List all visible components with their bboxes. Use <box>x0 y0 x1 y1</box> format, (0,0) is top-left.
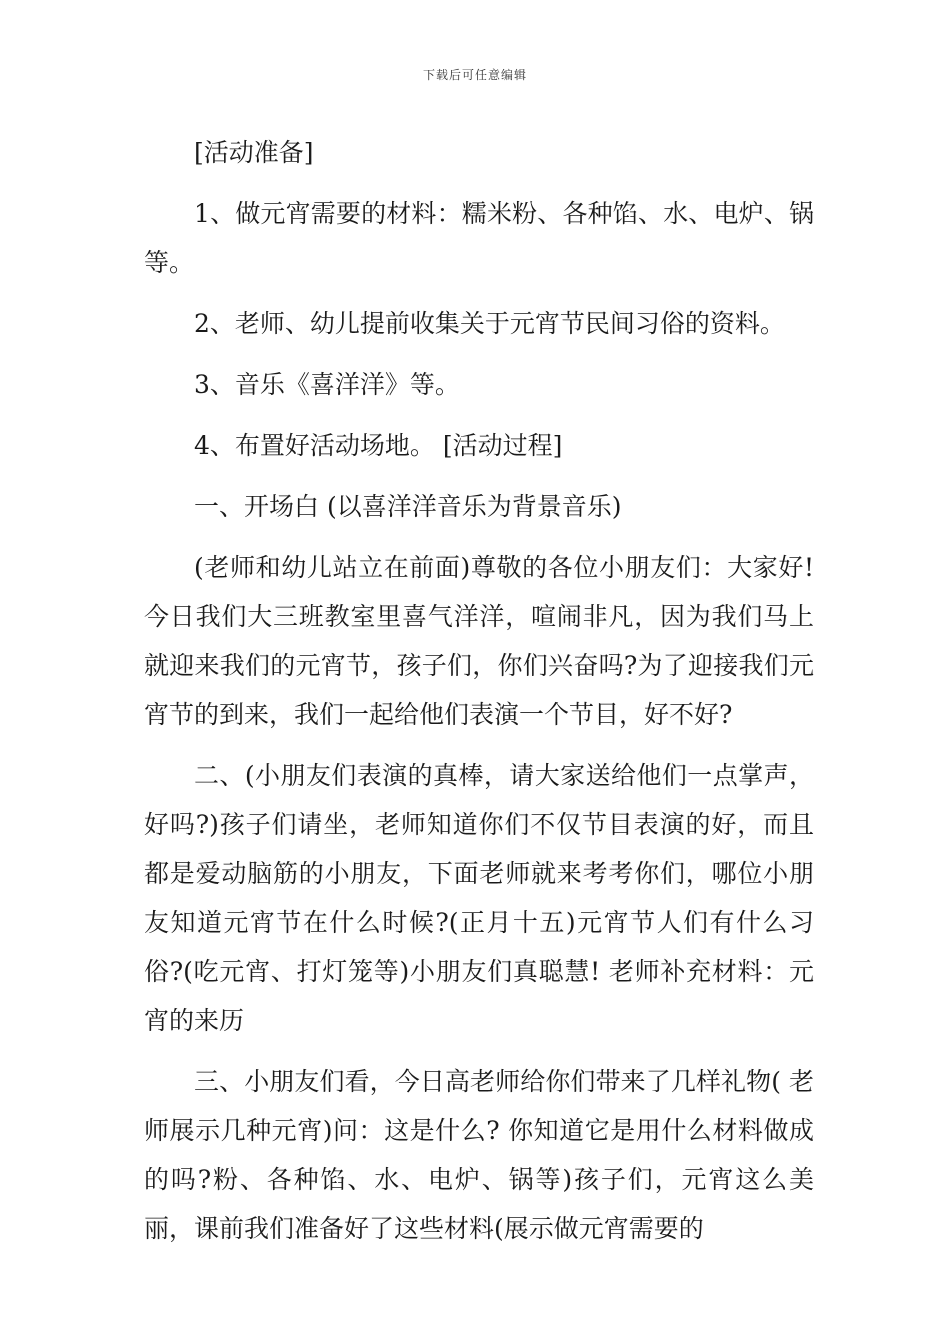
page-header: 下载后可任意编辑 <box>422 68 527 82</box>
list-item-music: 3、音乐《喜洋洋》等。 <box>194 370 460 399</box>
step-opening: 一、开场白 (以喜洋洋音乐为背景音乐) <box>194 492 622 521</box>
list-item-venue: 4、布置好活动场地。 [活动过程] <box>194 431 563 460</box>
step-three: 三、小朋友们看，今日高老师给你们带来了几样礼物( 老师展示几种元宵)问：这是什么? 你知道它是用什么材料做成的吗?粉、各种馅、水、电炉、锅等)孩子们，元宵这么美丽，课前我们准备好了这些材料(展示做元宵需要的 <box>144 1067 814 1243</box>
list-item-collect-info: 2、老师、幼儿提前收集关于元宵节民间习俗的资料。 <box>194 309 785 338</box>
document-body <box>144 128 814 1265</box>
paragraph-greeting: (老师和幼儿站立在前面)尊敬的各位小朋友们：大家好!今日我们大三班教室里喜气洋洋，喧闹非凡，因为我们马上就迎来我们的元宵节，孩子们，你们兴奋吗?为了迎接我们元宵节的到来，我们一起给他们表演一个节目，好不好? <box>144 553 814 729</box>
section-heading-preparation: [活动准备] <box>194 138 314 167</box>
list-item-materials: 1、做元宵需要的材料：糯米粉、各种馅、水、电炉、锅等。 <box>144 199 814 277</box>
step-two: 二、(小朋友们表演的真棒，请大家送给他们一点掌声，好吗?)孩子们请坐，老师知道你们不仅节目表演的好，而且都是爱动脑筋的小朋友，下面老师就来考考你们，哪位小朋友知道元宵节在什么时候?(正月十五)元宵节人们有什么习俗?(吃元宵、打灯笼等)小朋友们真聪慧! 老师补充材料：元宵的来历 <box>144 761 814 1035</box>
